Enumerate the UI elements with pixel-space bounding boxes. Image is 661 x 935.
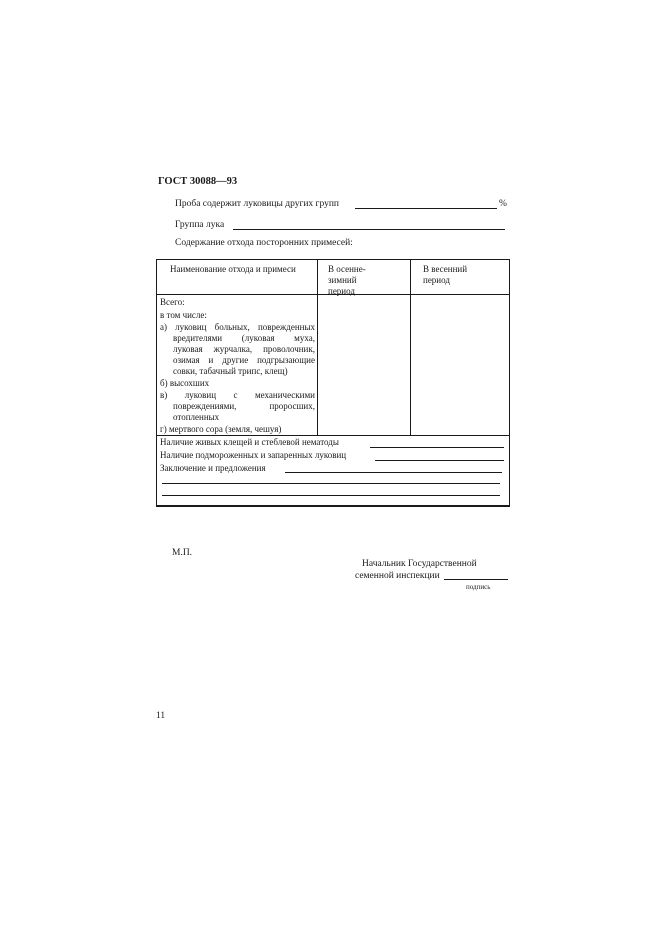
row-b: б) высохших: [160, 378, 210, 388]
header-spring-1: В весенний: [423, 264, 468, 274]
header-autumn-2: зимний: [328, 275, 357, 285]
row-a-2: вредителями (луковая муха,: [173, 333, 315, 343]
row-including: в том числе:: [160, 310, 207, 320]
doc-code: ГОСТ 30088—93: [158, 176, 238, 187]
row-v-1: в) луковиц с механическими: [160, 390, 315, 400]
row-a-5: совки, табачный трипс, клещ): [173, 366, 288, 376]
impurity-content-label: Содержание отхода посторонних примесей:: [175, 238, 353, 248]
frozen-label: Наличие подмороженных и запаренных луковиц: [160, 450, 347, 460]
stamp-label: М.П.: [172, 548, 193, 558]
row-v-3: отопленных: [173, 412, 220, 422]
row-g: г) мертвого сора (земля, чешуя): [160, 424, 282, 434]
mites-label: Наличие живых клещей и стеблевой нематоды: [160, 437, 339, 447]
header-autumn-3: период: [328, 286, 355, 296]
conclusion-line[interactable]: [285, 472, 502, 473]
chief-line-1: Начальник Государственной: [362, 559, 477, 569]
conclusion-line-3[interactable]: [162, 495, 500, 496]
rows-bottom-divider: [157, 435, 509, 436]
frozen-line[interactable]: [375, 460, 504, 461]
row-a-1: а) луковиц больных, поврежденных: [160, 322, 315, 332]
onion-group-label: Группа лука: [175, 220, 225, 230]
col-divider-1: [317, 260, 318, 435]
col-divider-2: [410, 260, 411, 435]
header-spring-2: период: [423, 275, 450, 285]
signature-line[interactable]: [444, 579, 508, 580]
row-a-4: озимая и другие подгрызающие: [173, 355, 315, 365]
mites-line[interactable]: [370, 447, 504, 448]
percent-sign: %: [499, 199, 507, 209]
conclusion-line-2[interactable]: [162, 483, 500, 484]
sample-other-groups-line[interactable]: [355, 208, 497, 209]
row-total: Всего:: [160, 297, 185, 307]
page-number: 11: [156, 711, 166, 721]
header-autumn-1: В осенне-: [328, 264, 366, 274]
onion-group-line[interactable]: [233, 229, 505, 230]
row-v-2: повреждениями, проросших,: [173, 401, 315, 411]
sample-other-groups-label: Проба содержит луковицы других групп: [175, 199, 339, 209]
signature-caption: подпись: [466, 583, 491, 591]
header-name: Наименование отхода и примеси: [170, 264, 296, 274]
chief-line-2: семенной инспекции: [355, 571, 440, 581]
row-a-3: луковая журчалка, проволочник,: [173, 344, 315, 354]
conclusion-label: Заключение и предложения: [160, 463, 266, 473]
